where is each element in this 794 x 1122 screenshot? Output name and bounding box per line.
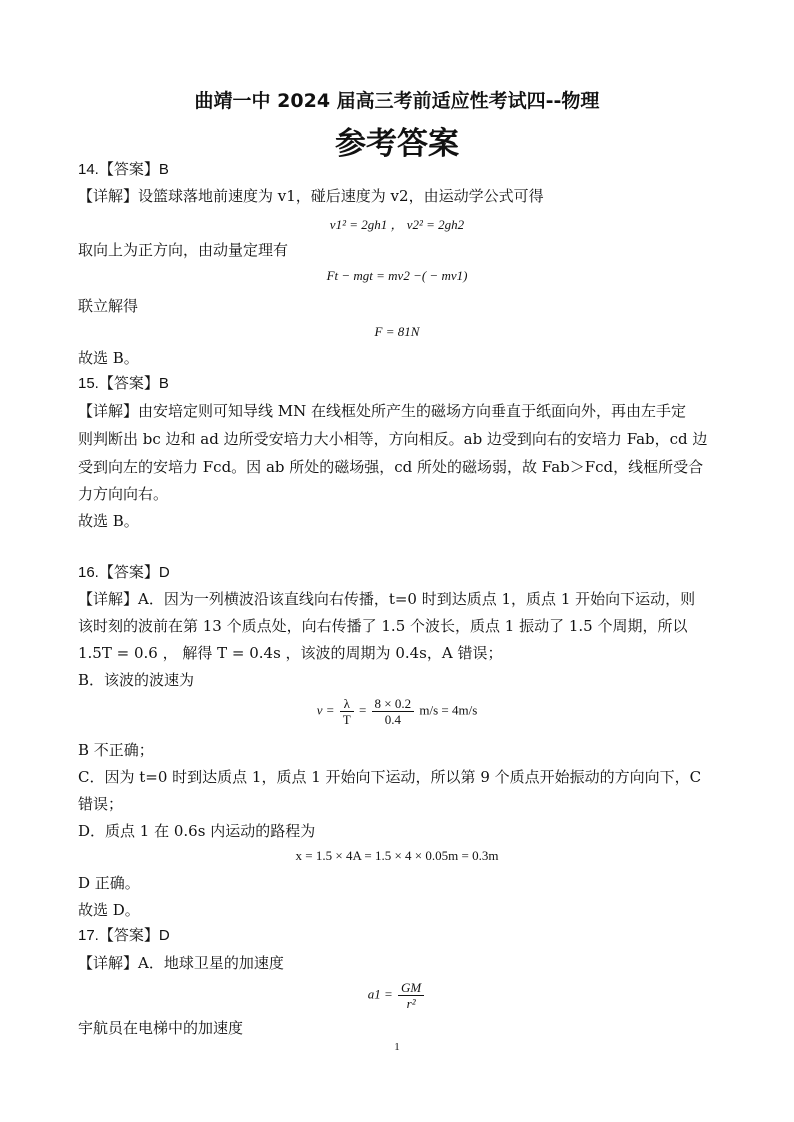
q15-answer: 15.【答案】B (78, 375, 169, 392)
q14-line-3: 联立解得 (78, 297, 139, 315)
q16-line-a2: 该时刻的波前在第 13 个质点处，向右传播了 1.5 个波长，质点 1 振动了 1.5 个周期，所以 (78, 617, 688, 635)
q14-equation-3: F = 81N (374, 324, 420, 339)
q14-conclusion: 故选 B。 (78, 349, 139, 367)
q15-line-2: 则判断出 bc 边和 ad 边所受安培力大小相等，方向相反。ab 边受到向右的安培力 Fab，cd 边 (78, 430, 708, 448)
q16-fraction-1-numerator: λ (340, 696, 354, 712)
q16-path-equation: x = 1.5 × 4A = 1.5 × 4 × 0.05m = 0.3m (295, 848, 499, 863)
q15-conclusion: 故选 B。 (78, 512, 139, 530)
q14-answer: 14.【答案】B (78, 161, 169, 178)
q16-fraction-2 (372, 696, 415, 727)
q17-fraction-numerator: GM (398, 980, 424, 996)
q16-fraction-1 (340, 696, 354, 727)
q16-line-c2: 错误； (78, 795, 124, 813)
q14-equation-1: v1² = 2gh1 ， v2² = 2gh2 (329, 217, 465, 232)
q16-line-b: B．该波的波速为 (78, 671, 195, 689)
document-title: 曲靖一中 2024 届高三考前适应性考试四--物理 (194, 90, 600, 112)
q16-line-d: D．质点 1 在 0.6s 内运动的路程为 (78, 822, 316, 840)
q16-line-a3: 1.5T = 0.6 ， 解得 T = 0.4s ，该波的周期为 0.4s，A 错误； (78, 644, 503, 662)
q16-line-c1: C．因为 t=0 时到达质点 1，质点 1 开始向下运动，所以第 9 个质点开始振动的方向向下，C (78, 768, 702, 786)
q15-line-1: 【详解】由安培定则可知导线 MN 在线框处所产生的磁场方向垂直于纸面向外，再由左手定 (78, 402, 687, 420)
q16-eq-lhs: v = (316, 702, 335, 718)
q16-conclusion: 故选 D。 (78, 901, 140, 919)
q17-fraction (398, 980, 424, 1011)
q17-eq-lhs: a1 = (367, 986, 393, 1002)
q16-line-d2: D 正确。 (78, 874, 140, 892)
q17-acceleration-equation (0, 980, 794, 1011)
q14-line-2: 取向上为正方向，由动量定理有 (78, 241, 289, 259)
q16-fraction-2-numerator: 8 × 0.2 (372, 696, 415, 712)
q16-eq-rhs: m/s = 4m/s (419, 702, 478, 718)
q15-line-4: 力方向向右。 (78, 485, 169, 503)
q17-line-2: 宇航员在电梯中的加速度 (78, 1019, 244, 1037)
q17-answer: 17.【答案】D (78, 927, 170, 944)
q15-line-3: 受到向左的安培力 Fcd。因 ab 所处的磁场强，cd 所处的磁场弱，故 Fab＞Fcd，线框所受合 (78, 458, 704, 476)
q16-fraction-1-denominator: T (342, 712, 351, 727)
q16-answer: 16.【答案】D (78, 564, 170, 581)
q16-fraction-2-denominator: 0.4 (384, 712, 401, 727)
q16-line-a1: 【详解】A．因为一列横波沿该直线向右传播，t=0 时到达质点 1，质点 1 开始向下运动，则 (78, 590, 696, 608)
q17-fraction-denominator: r² (406, 996, 416, 1011)
page-number: 1 (394, 1041, 400, 1053)
q14-detail: 【详解】设篮球落地前速度为 v1，碰后速度为 v2，由运动学公式可得 (78, 187, 544, 205)
q16-wave-speed-equation (0, 696, 794, 727)
q17-line-a: 【详解】A．地球卫星的加速度 (78, 954, 284, 972)
q14-equation-2: Ft − mgt = mv2 −( − mv1) (326, 268, 468, 283)
q16-eq-mid: = (358, 702, 367, 718)
document-subtitle: 参考答案 (335, 126, 459, 162)
q16-line-b2: B 不正确； (78, 741, 154, 759)
